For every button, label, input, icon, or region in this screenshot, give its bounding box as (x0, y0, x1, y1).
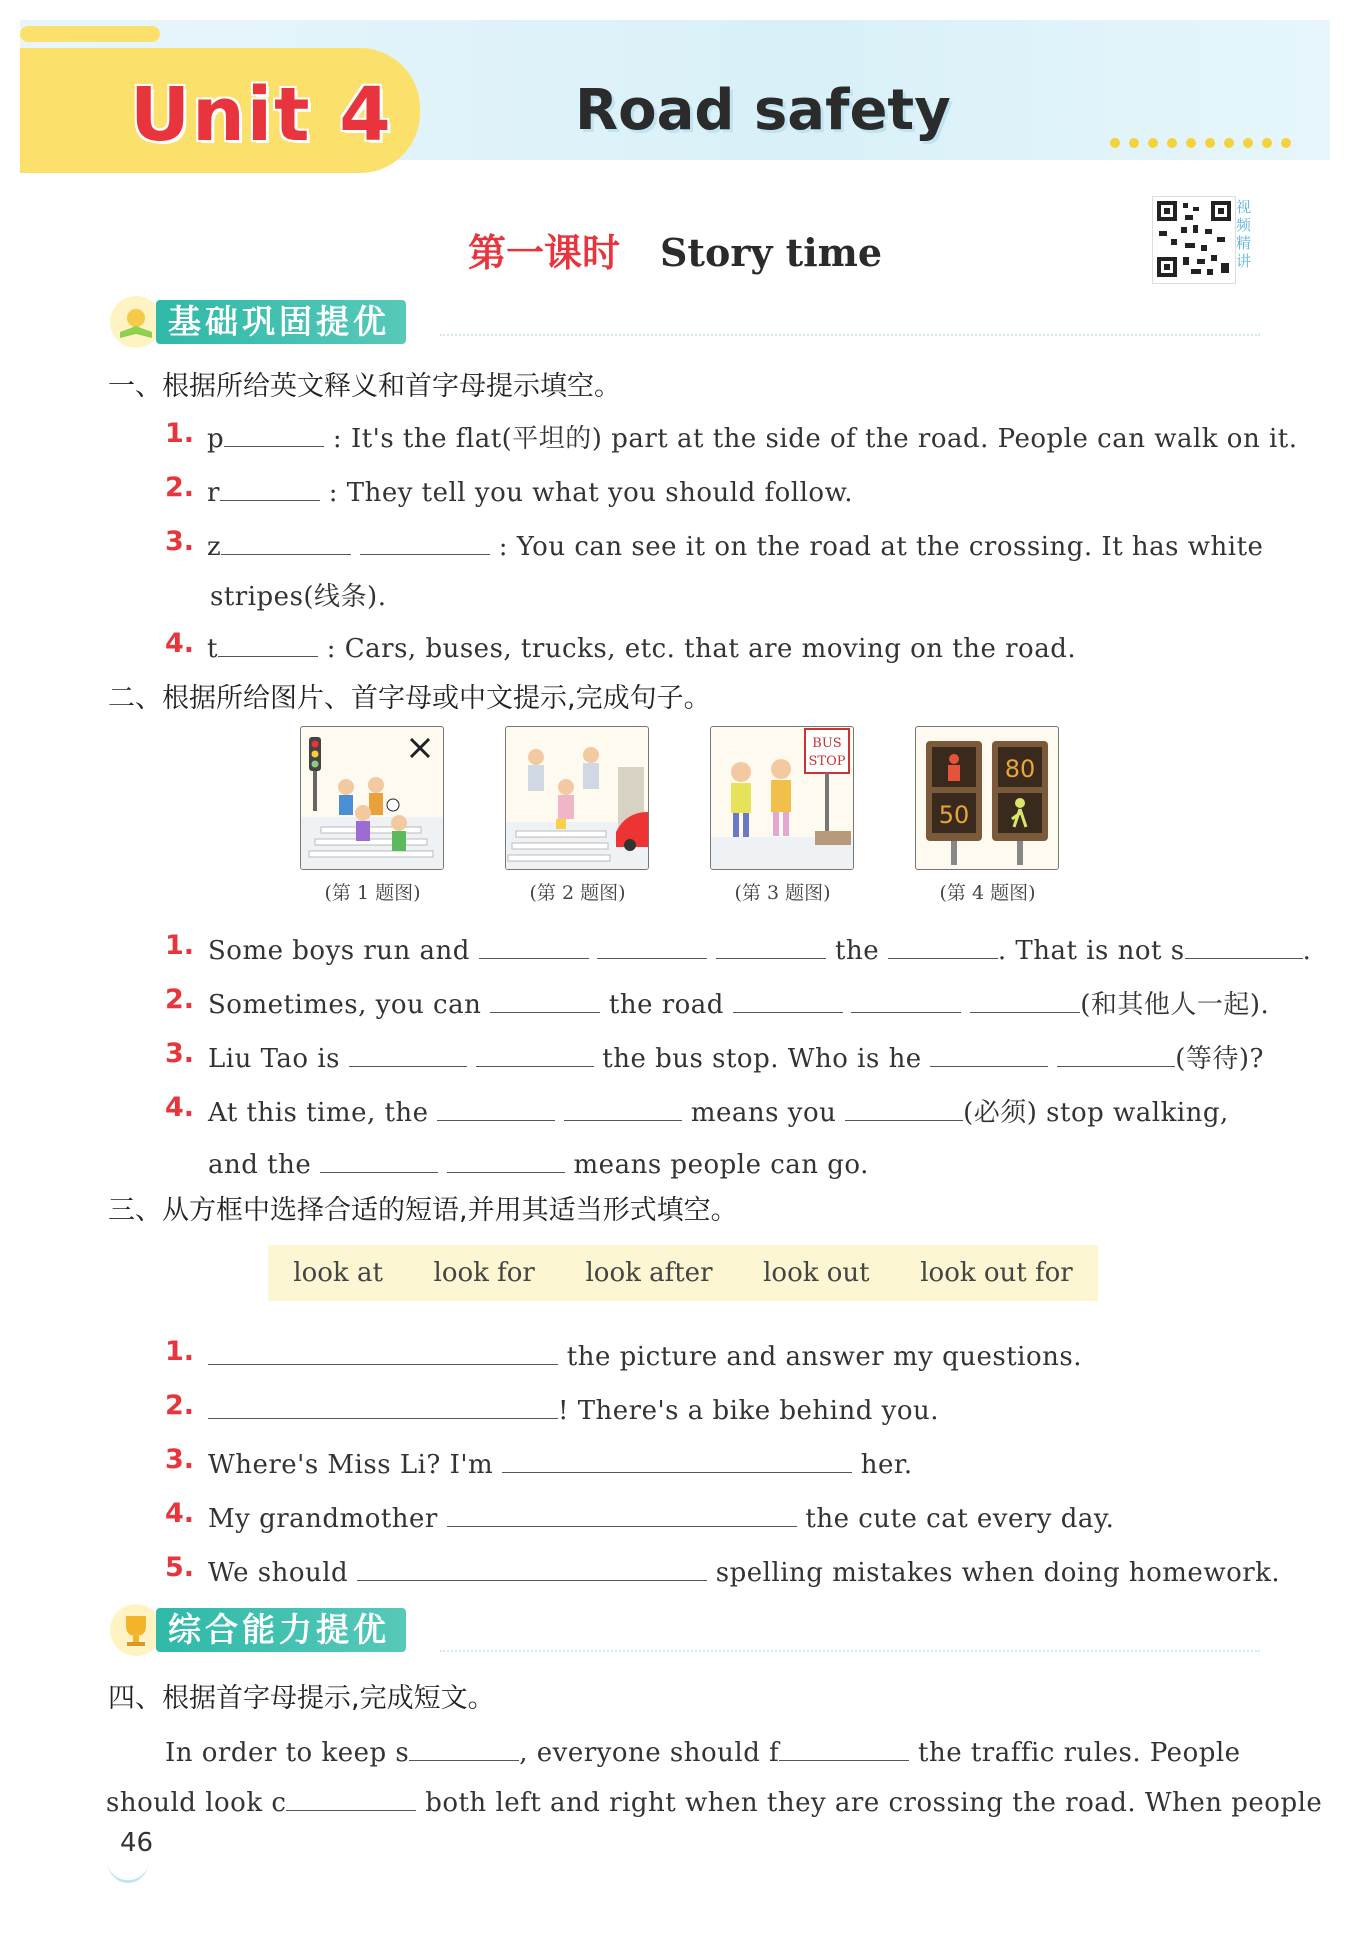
picture-row (300, 726, 1060, 905)
lesson-title-en: Story time (659, 230, 883, 275)
unit-tab-accent (20, 26, 160, 42)
part1-item-4: t : Cars, buses, trucks, etc. that are moving on the road. (207, 626, 1076, 664)
answer-blank[interactable] (437, 1090, 555, 1121)
answer-blank[interactable] (779, 1730, 909, 1761)
item-number: 5. (165, 1552, 195, 1583)
part4-line-2: should look c both left and right when they are crossing the road. When people (106, 1780, 1322, 1818)
part1-item-2: r : They tell you what you should follow. (207, 470, 853, 508)
hint-letter: t (207, 634, 218, 664)
bus-stop-sign-line2: STOP (808, 754, 846, 769)
definition-text: They tell you what you should follow. (346, 478, 854, 508)
picture-4 (915, 726, 1060, 905)
picture-caption: (第 2 题图) (529, 882, 626, 904)
part3-item-2: ! There's a bike behind you. (208, 1388, 939, 1426)
picture-caption: (第 1 题图) (324, 882, 421, 904)
section-label-basic: 基础巩固提优 (156, 300, 406, 344)
part2-item-4: At this time, the means you (必须) stop walking, (208, 1090, 1229, 1129)
answer-blank[interactable] (930, 1036, 1048, 1067)
answer-blank[interactable] (286, 1780, 416, 1811)
answer-blank[interactable] (409, 1730, 519, 1761)
item-number: 1. (165, 930, 195, 961)
answer-blank[interactable] (851, 982, 961, 1013)
page-number-decoration (108, 1862, 148, 1883)
answer-blank[interactable] (208, 1388, 558, 1419)
answer-blank[interactable] (1185, 928, 1303, 959)
section-label-comprehensive: 综合能力提优 (156, 1608, 406, 1652)
hint-letter: p (207, 424, 225, 454)
part1-item-1: p : It's the flat(平坦的) part at the side of the road. People can walk on it. (207, 416, 1297, 455)
picture-1 (300, 726, 445, 905)
item-number: 4. (165, 628, 195, 659)
countdown-number: 80 (1004, 755, 1036, 783)
lesson-title-cn: 第一课时 (467, 230, 620, 275)
answer-blank[interactable] (349, 1036, 467, 1067)
definition-text: It's the flat(平坦的) part at the side of the road. People can walk on it. (350, 424, 1298, 454)
chapter-title: Road safety (575, 78, 951, 143)
answer-blank[interactable] (733, 982, 843, 1013)
part1-heading: 一、根据所给英文释义和首字母提示填空。 (108, 371, 621, 402)
answer-blank[interactable] (716, 928, 826, 959)
answer-blank[interactable] (360, 524, 490, 555)
qr-code-icon[interactable] (1152, 196, 1236, 284)
item-number: 1. (165, 1336, 195, 1367)
picture-caption: (第 3 题图) (734, 882, 831, 904)
item-number: 2. (165, 1390, 195, 1421)
answer-blank[interactable] (1057, 1036, 1175, 1067)
hint-letter: z (207, 532, 222, 562)
answer-blank[interactable] (490, 982, 600, 1013)
decorative-dots (1110, 138, 1291, 148)
picture-2 (505, 726, 650, 905)
answer-blank[interactable] (221, 524, 351, 555)
item-number: 3. (165, 1038, 195, 1069)
phrase-option: look for (433, 1258, 535, 1288)
part1-item-3-cont: stripes(线条). (210, 582, 387, 612)
part1-item-3: z : You can see it on the road at the crossing. It has white (207, 524, 1263, 562)
item-number: 2. (165, 472, 195, 503)
answer-blank[interactable] (220, 470, 320, 501)
hint-letter: r (207, 478, 220, 508)
item-number: 3. (165, 526, 195, 557)
unit-title: Unit 4 (130, 72, 393, 158)
part2-item-3: Liu Tao is the bus stop. Who is he (等待)? (208, 1036, 1264, 1075)
answer-blank[interactable] (357, 1550, 707, 1581)
phrase-option: look out for (920, 1258, 1073, 1288)
definition-text: Cars, buses, trucks, etc. that are moving on the road. (344, 634, 1077, 664)
item-number: 4. (165, 1498, 195, 1529)
part3-item-4: My grandmother the cute cat every day. (208, 1496, 1114, 1534)
part3-item-3: Where's Miss Li? I'm her. (208, 1442, 913, 1480)
part2-item-1: Some boys run and the . That is not s . (208, 928, 1311, 966)
item-number: 4. (165, 1092, 195, 1123)
page-number: 46 (120, 1828, 154, 1858)
section-banner-basic (110, 296, 406, 348)
picture-3 (710, 726, 855, 905)
answer-blank[interactable] (479, 928, 589, 959)
countdown-number: 50 (938, 801, 970, 829)
part2-heading: 二、根据所给图片、首字母或中文提示,完成句子。 (108, 683, 711, 714)
definition-text: You can see it on the road at the crossing. It has white (516, 532, 1264, 562)
part3-item-5: We should spelling mistakes when doing homework. (208, 1550, 1280, 1588)
phrase-option: look at (293, 1258, 383, 1288)
bus-stop-sign-line1: BUS (812, 736, 842, 751)
phrase-option: look after (585, 1258, 713, 1288)
part2-item-4-cont: and the means people can go. (208, 1142, 869, 1180)
section-divider (440, 1650, 1260, 1652)
answer-blank[interactable] (845, 1090, 963, 1121)
part3-item-1: the picture and answer my questions. (208, 1334, 1082, 1372)
part2-item-2: Sometimes, you can the road (和其他人一起). (208, 982, 1269, 1021)
item-number: 3. (165, 1444, 195, 1475)
lesson-title (0, 222, 1350, 277)
answer-blank[interactable] (224, 416, 324, 447)
answer-blank[interactable] (502, 1442, 852, 1473)
book-sun-icon (110, 296, 162, 348)
answer-blank[interactable] (970, 982, 1080, 1013)
item-number: 2. (165, 984, 195, 1015)
picture-caption: (第 4 题图) (939, 882, 1036, 904)
part3-heading: 三、从方框中选择合适的短语,并用其适当形式填空。 (108, 1195, 738, 1226)
trophy-icon (110, 1604, 162, 1656)
section-divider (440, 334, 1260, 336)
part4-line-1: In order to keep s , everyone should f the traffic rules. People (165, 1730, 1241, 1768)
part4-heading: 四、根据首字母提示,完成短文。 (108, 1683, 495, 1714)
section-banner-comprehensive (110, 1604, 406, 1656)
answer-blank[interactable] (447, 1496, 797, 1527)
answer-blank[interactable] (476, 1036, 594, 1067)
item-number: 1. (165, 418, 195, 449)
answer-blank[interactable] (320, 1142, 438, 1173)
answer-blank[interactable] (447, 1142, 565, 1173)
answer-blank[interactable] (564, 1090, 682, 1121)
answer-blank[interactable] (597, 928, 707, 959)
phrase-box (268, 1245, 1098, 1301)
answer-blank[interactable] (208, 1334, 558, 1365)
answer-blank[interactable] (218, 626, 318, 657)
phrase-option: look out (763, 1258, 870, 1288)
qr-label: 视频精讲 (1236, 198, 1252, 270)
answer-blank[interactable] (888, 928, 998, 959)
